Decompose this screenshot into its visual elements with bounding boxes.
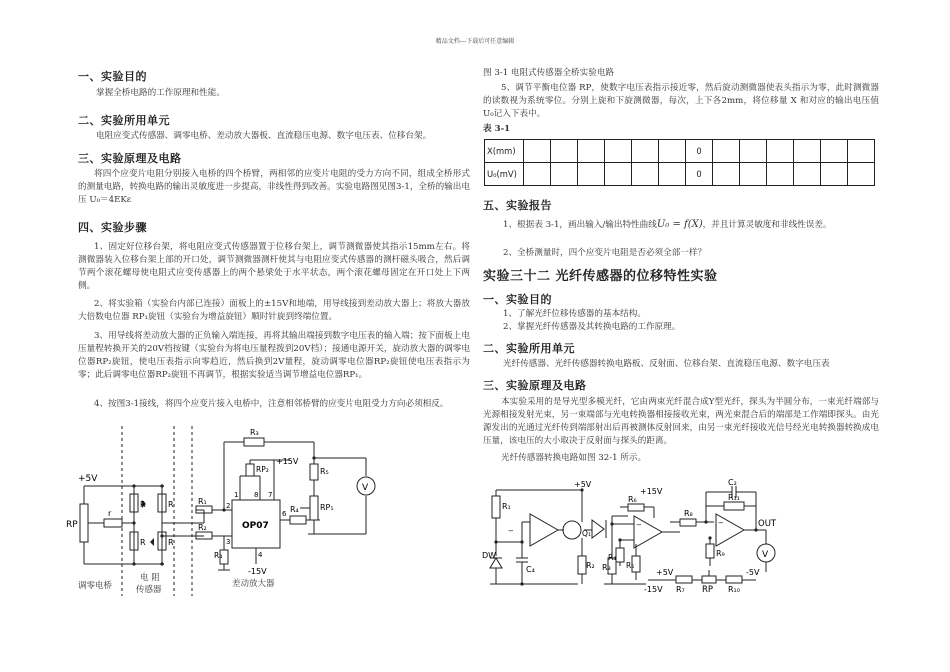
table-cell bbox=[578, 140, 605, 163]
purpose-text: 掌握全桥电路的工作原理和性能。 bbox=[96, 88, 225, 98]
section-title-purpose: 一、实验目的 bbox=[78, 70, 147, 83]
c1-bridge-r2: R bbox=[140, 538, 146, 547]
c1-sensor-caption2: 传感器 bbox=[136, 585, 162, 595]
table-cell bbox=[632, 163, 659, 186]
c2-r11-label: R₁₁ bbox=[728, 493, 740, 502]
c1-pin7: 7 bbox=[268, 491, 273, 499]
report-item-1-pre: 1、根据表 3-1，画出输入/输出特性曲线 bbox=[503, 220, 657, 230]
c1-r1-label: R₁ bbox=[198, 497, 207, 506]
table-cell bbox=[578, 163, 605, 186]
table-cell bbox=[551, 140, 578, 163]
c2-r2-label: R₂ bbox=[586, 561, 595, 570]
c1-15v-label: +15V bbox=[276, 457, 299, 466]
table-cell bbox=[848, 140, 875, 163]
c2-opamp1-minus: − bbox=[508, 527, 514, 535]
table-cell bbox=[767, 163, 794, 186]
table-caption: 表 3-1 bbox=[483, 124, 511, 134]
c1-bridge-caption: 调零电桥 bbox=[78, 581, 113, 591]
c1-5v-label: +5V bbox=[78, 474, 98, 484]
table-cell bbox=[551, 163, 578, 186]
table-row-label: X(mm) bbox=[485, 140, 524, 163]
c1-pin2: 2 bbox=[226, 502, 231, 510]
c1-rp2-label: RP₂ bbox=[256, 465, 269, 474]
c1-bridge-r1: R bbox=[140, 500, 146, 509]
exp32-principle-title: 三、实验原理及电路 bbox=[483, 379, 587, 392]
report-item-2: 2、全桥测量时，四个应变片电阻是否必须全部一样？ bbox=[503, 248, 707, 258]
exp32-principle-text: 本实验采用的是导光型多模光纤，它由两束光纤混合成Y型光纤，探头为半圆分布，一束光纤端部与光源相接发射光束，另一束端部与光电转换器相接接收光束，两光束混合后的端部是工作端即探头。由光源发出的光通过光纤传到端部射出后再被测体反射回来，由另一束光纤接收光信号经光电转换器转换成电压量，该电压的大小取决于反射面与探头的距离。 bbox=[483, 397, 879, 446]
c1-bridge-r4: R bbox=[168, 538, 174, 547]
c1-r3-label: R₃ bbox=[250, 428, 259, 437]
c1-amp-caption: 差动放大器 bbox=[232, 579, 275, 589]
table-cell bbox=[794, 163, 821, 186]
table-cell bbox=[767, 140, 794, 163]
table-cell bbox=[821, 140, 848, 163]
c2-r7-label: R₇ bbox=[676, 585, 685, 594]
c1-voltmeter-label: V bbox=[362, 483, 369, 493]
c2-r10-label: R₁₀ bbox=[728, 585, 740, 594]
table-cell bbox=[659, 140, 686, 163]
c1-sensor-caption1: 电 阻 bbox=[140, 573, 160, 583]
c2-rp-label: RP bbox=[702, 585, 714, 595]
step-1: 1、固定好位移台架，将电阻应变式传感器置于位移台架上，调节测微器使其指示15mm左右。将测微器装入位移台架上部的开口处，调节测微器测杆使其与电阻应变式传感器的测杆磁头吸合，然后调节两个滚花螺母使电阻式应变传感器上的两个悬梁处于水平状态，两个滚花螺母固定在开口处上下两侧。 bbox=[78, 242, 470, 291]
units-text: 电阻应变式传感器、调零电桥、差动放大器板、直流稳压电源、数字电压表、位移台架。 bbox=[96, 131, 432, 141]
c2-15v-label: +15V bbox=[640, 487, 663, 496]
table-cell bbox=[740, 163, 767, 186]
c1-r5-label: R₅ bbox=[320, 467, 329, 476]
c1-neg15v-label: -15V bbox=[248, 567, 267, 576]
c1-pin6: 6 bbox=[282, 510, 287, 518]
exp32-purpose-2: 2、掌握光纤传感器及其转换电路的工作原理。 bbox=[503, 322, 681, 332]
c1-pin8: 8 bbox=[254, 491, 259, 499]
c1-bridge-r3: R bbox=[168, 500, 174, 509]
table-cell bbox=[740, 140, 767, 163]
c2-r3-label: R₃ bbox=[602, 563, 611, 572]
section-title-units: 二、实验所用单元 bbox=[78, 114, 170, 127]
exp32-purpose-1: 1、了解光纤位移传感器的基本结构。 bbox=[503, 309, 646, 319]
section-title-steps: 四、实验步骤 bbox=[78, 221, 147, 234]
exp32-purpose-title: 一、实验目的 bbox=[483, 293, 552, 306]
c2-out-label: OUT bbox=[758, 519, 777, 529]
c2-r9-label: R₉ bbox=[716, 549, 725, 558]
experiment-32-title: 实验三十二 光纤传感器的位移特性实验 bbox=[483, 269, 718, 284]
c2-r1-label: R₁ bbox=[502, 502, 511, 511]
page-header: 精品文档---下载后可任意编辑 bbox=[435, 38, 515, 45]
table-row-label: U₀(mV) bbox=[485, 163, 524, 186]
table-cell bbox=[713, 140, 740, 163]
step-5: 5、调节平衡电位器 RP，使数字电压表指示接近零，然后旋动测微器使表头指示为零，此时测微器的读数视为系统零位。分别上旋和下旋测微器，每次，上下各2mm，将位移量 X 和对应的输出电压值 U₀记入下表中。 bbox=[483, 83, 879, 119]
c2-5vp-label: +5V bbox=[656, 568, 674, 577]
c1-r4b-label: R₄ bbox=[290, 505, 299, 514]
table-cell bbox=[524, 140, 551, 163]
table-cell bbox=[605, 140, 632, 163]
table-cell bbox=[713, 163, 740, 186]
c2-voltmeter-label: V bbox=[762, 550, 769, 560]
table-row bbox=[485, 140, 875, 163]
table-cell: 0 bbox=[686, 140, 713, 163]
table-cell bbox=[605, 163, 632, 186]
table-cell bbox=[794, 140, 821, 163]
exp32-figure-ref: 光纤传感器转换电路如图 32-1 所示。 bbox=[501, 453, 647, 463]
c1-r-label: r bbox=[108, 509, 112, 518]
step-3: 3、用导线将差动放大器的正负输入端连接，再将其输出端接到数字电压表的输入端；按下面板上电压量程转换开关的20V档按键（实验台为将电压量程拨到20V档）；接通电源开关，旋动放大器的调零电位器RP₂旋钮，使电压表指示向零趋近，然后换到2V量程，旋动调零电位器RP₂旋钮使电压表指示为零；此后调零电位器RP₂旋钮不再调节，根据实验适当调节增益电位器RP₁。 bbox=[78, 331, 470, 380]
c1-rp-label: RP bbox=[66, 520, 78, 530]
table-cell bbox=[632, 140, 659, 163]
c1-pin3: 3 bbox=[226, 538, 231, 546]
c2-5vn-label: -5V bbox=[746, 568, 760, 577]
c2-neg15v-label: -15V bbox=[644, 585, 663, 594]
table-cell bbox=[848, 163, 875, 186]
c2-dw-label: DW bbox=[482, 551, 497, 560]
bridge-circuit-diagram bbox=[64, 424, 394, 600]
report-formula: U₀ = f(X) bbox=[656, 219, 703, 230]
c2-5v-label: +5V bbox=[574, 480, 592, 489]
c2-r8-label: R₈ bbox=[684, 509, 693, 518]
data-table-3-1 bbox=[484, 139, 875, 186]
fiber-circuit-diagram bbox=[480, 476, 800, 598]
c2-r5-label: R₅ bbox=[626, 561, 635, 570]
c1-pin4: 4 bbox=[258, 551, 263, 559]
section-title-principle: 三、实验原理及电路 bbox=[78, 152, 182, 165]
c1-r4a-label: R₄ bbox=[214, 551, 223, 560]
principle-text: 将四个应变片电阻分别接入电桥的四个桥臂，两相邻的应变片电阻的受力方向不同，组成全桥形式的测量电路，转换电路的输出灵敏度进一步提高，非线性得到改善。实验电路图见图3-1，全桥的输出电压 U₀＝4EKε bbox=[78, 169, 470, 205]
table-cell bbox=[524, 163, 551, 186]
step-2: 2、将实验箱（实验台内部已连接）面板上的±15V和地端，用导线接到差动放大器上；将放大器放大倍数电位器 RP₁旋钮（实验台为增益旋钮）顺时针旋到终端位置。 bbox=[78, 299, 470, 322]
section-title-report: 五、实验报告 bbox=[483, 199, 552, 212]
table-cell bbox=[821, 163, 848, 186]
exp32-units-text: 光纤传感器、光纤传感器转换电路板、反射面、位移台架、直流稳压电源、数字电压表 bbox=[503, 359, 830, 369]
c1-r2-label: R₂ bbox=[198, 523, 207, 532]
c2-c2-label: C₂ bbox=[728, 478, 737, 487]
report-item-1-post: ，并且计算灵敏度和非线性误差。 bbox=[702, 220, 832, 230]
c2-c4-label: C₄ bbox=[526, 565, 535, 574]
c1-pin1: 1 bbox=[234, 491, 239, 499]
table-cell bbox=[659, 163, 686, 186]
c1-rp1-label: RP₁ bbox=[320, 503, 334, 512]
c2-q1-label: Q₁ bbox=[582, 529, 591, 538]
c2-opamp2-minus: − bbox=[636, 521, 642, 529]
c2-r6-label: R₆ bbox=[628, 495, 637, 504]
report-item-1 bbox=[503, 218, 883, 232]
c1-op07-label: OP07 bbox=[242, 521, 269, 531]
step-4: 4、按图3-1接线，将四个应变片接入电桥中，注意相邻桥臂的应变片电阻受力方向必须相反。 bbox=[94, 399, 449, 409]
table-cell: 0 bbox=[686, 163, 713, 186]
figure-caption-3-1: 图 3-1 电阻式传感器全桥实验电路 bbox=[483, 68, 615, 78]
c2-r4-label: R₄ bbox=[608, 553, 617, 562]
exp32-units-title: 二、实验所用单元 bbox=[483, 342, 575, 355]
table-row bbox=[485, 163, 875, 186]
c2-opamp3-minus: − bbox=[718, 519, 724, 527]
